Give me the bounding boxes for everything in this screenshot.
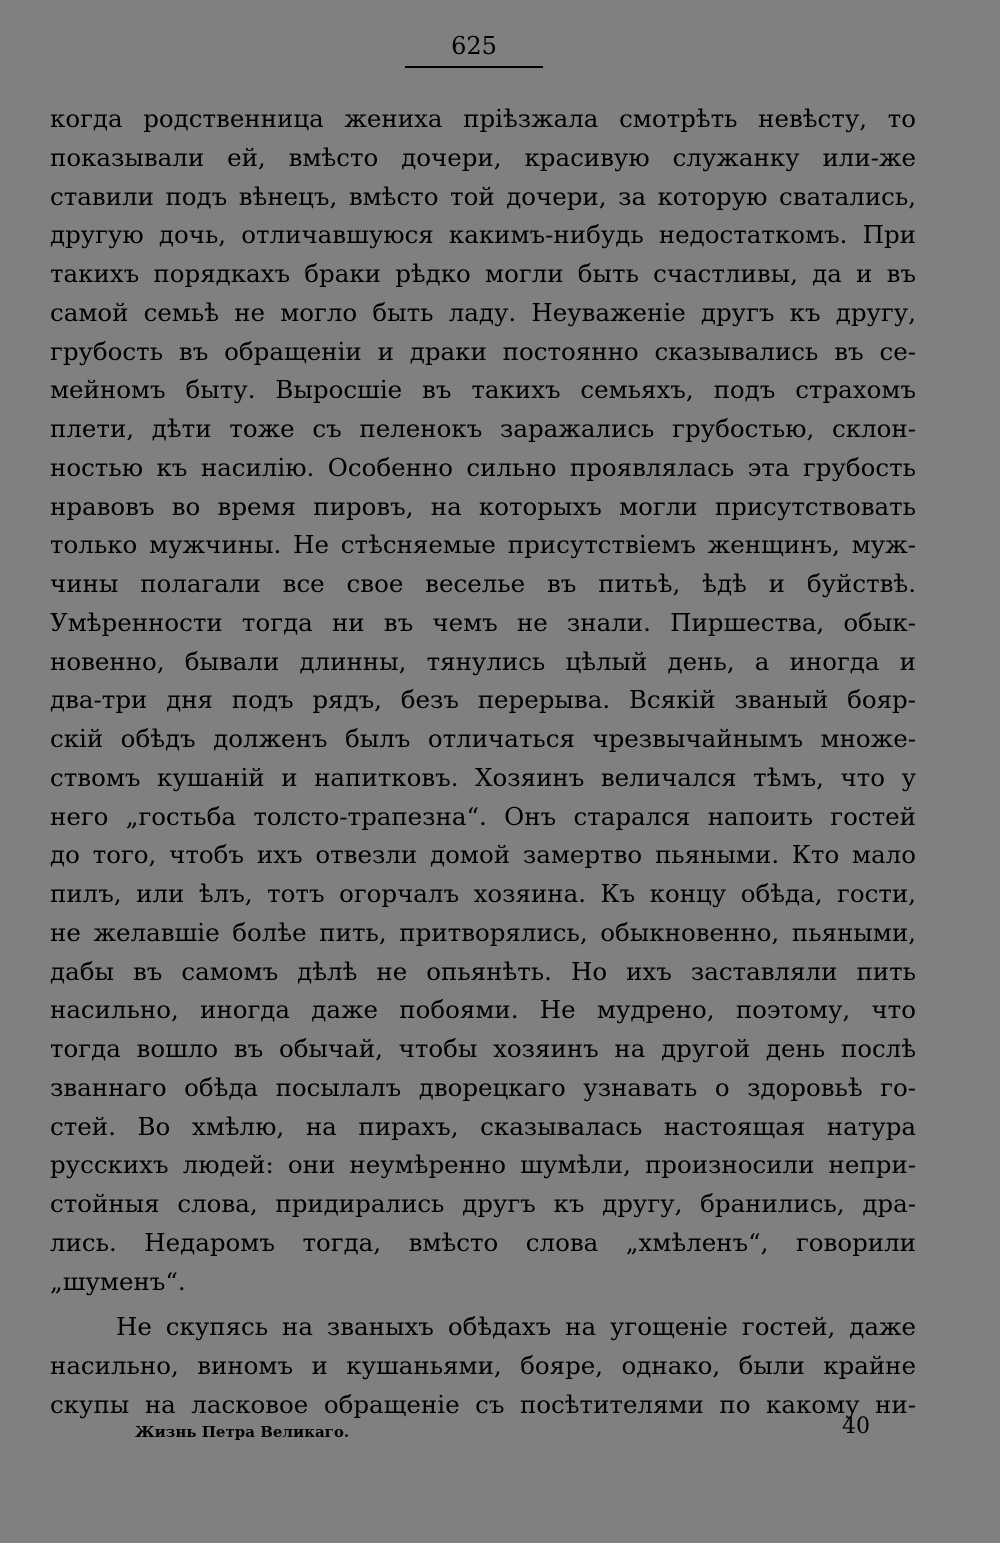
text-line: грубость въ обращеніи и драки постоянно сказывались въ се-: [50, 336, 916, 366]
text-line: дабы въ самомъ дѣлѣ не опьянѣть. Но ихъ заставляли пить: [50, 956, 916, 986]
text-line: тогда вошло въ обычай, чтобы хозяинъ на другой день послѣ: [50, 1034, 916, 1063]
page-body: [50, 100, 916, 1425]
text-line: ствомъ кушаній и напитковъ. Хозяинъ величался тѣмъ, что у: [50, 762, 916, 792]
text-line: насильно, виномъ и кушаньями, бояре, однако, были крайне: [50, 1351, 916, 1380]
text-line: когда родственница жениха пріѣзжала смотрѣть невѣсту, то: [50, 104, 916, 133]
text-line: лись. Недаромъ тогда, вмѣсто слова „хмѣленъ“, говорили: [50, 1227, 916, 1257]
text-line: „шуменъ“.: [50, 1266, 186, 1296]
text-line: стойныя слова, придирались другъ къ другу, бранились, дра-: [50, 1189, 916, 1218]
text-line: ставили подъ вѣнецъ, вмѣсто той дочери, за которую сватались,: [50, 181, 916, 211]
text-line: скій обѣдъ долженъ былъ отличаться чрезвычайнымъ множе-: [50, 724, 916, 753]
text-line: стей. Во хмѣлю, на пирахъ, сказывалась настоящая натура: [50, 1111, 916, 1141]
text-line: два-три дня подъ рядъ, безъ перерыва. Всякій званый бояр-: [50, 685, 916, 715]
footer-signature-number: 40: [842, 1414, 870, 1439]
text-line: русскихъ людей: они неумѣренно шумѣли, произносили непри-: [50, 1150, 916, 1180]
text-line: мейномъ быту. Выросшіе въ такихъ семьяхъ, подъ страхомъ: [50, 375, 916, 405]
text-line: него „гостьба толсто-трапезна“. Онъ старался напоить гостей: [50, 801, 916, 831]
header-rule: [405, 66, 543, 68]
text-line: такихъ порядкахъ браки рѣдко могли быть счастливы, да и въ: [50, 259, 916, 288]
text-line: ностью къ насилію. Особенно сильно проявлялась эта грубость: [50, 452, 916, 482]
text-line: другую дочь, отличавшуюся какимъ-нибудь недостаткомъ. При: [50, 220, 916, 250]
page-number: 625: [451, 32, 497, 60]
footer-book-title: Жизнь Петра Великаго.: [135, 1423, 350, 1441]
text-line: Умѣренности тогда ни въ чемъ не знали. Пиршества, обык-: [50, 607, 916, 637]
text-line: не желавшіе болѣе пить, притворялись, обыкновенно, пьяными,: [50, 917, 916, 947]
text-line: нравовъ во время пировъ, на которыхъ могли присутствовать: [50, 491, 916, 521]
text-line: чины полагали все свое веселье въ питьѣ, ѣдѣ и буйствѣ.: [50, 569, 916, 598]
text-line: только мужчины. Не стѣсняемые присутствіемъ женщинъ, муж-: [50, 530, 916, 560]
text-line: новенно, бывали длинны, тянулись цѣлый день, а иногда и: [50, 646, 916, 676]
text-line: до того, чтобъ ихъ отвезли домой замертво пьяными. Кто мало: [50, 840, 916, 870]
paragraph: [50, 100, 916, 1301]
text-line: показывали ей, вмѣсто дочери, красивую служанку или-же: [50, 142, 916, 172]
paragraph-gap: [50, 1301, 916, 1308]
paragraph: [50, 1308, 916, 1424]
text-line: скупы на ласковое обращеніе съ посѣтителями по какому ни-: [50, 1389, 916, 1419]
text-line: самой семьѣ не могло быть ладу. Неуваженіе другъ къ другу,: [50, 297, 916, 327]
text-line: насильно, иногда даже побоями. Не мудрено, поэтому, что: [50, 995, 916, 1025]
text-line: Не скупясь на званыхъ обѣдахъ на угощеніе гостей, даже: [116, 1312, 916, 1342]
text-line: пилъ, или ѣлъ, тотъ огорчалъ хозяина. Къ концу обѣда, гости,: [50, 879, 916, 908]
text-line: плети, дѣти тоже съ пеленокъ заражались грубостью, склон-: [50, 414, 916, 443]
text-line: званнаго обѣда посылалъ дворецкаго узнавать о здоровьѣ го-: [50, 1072, 916, 1102]
